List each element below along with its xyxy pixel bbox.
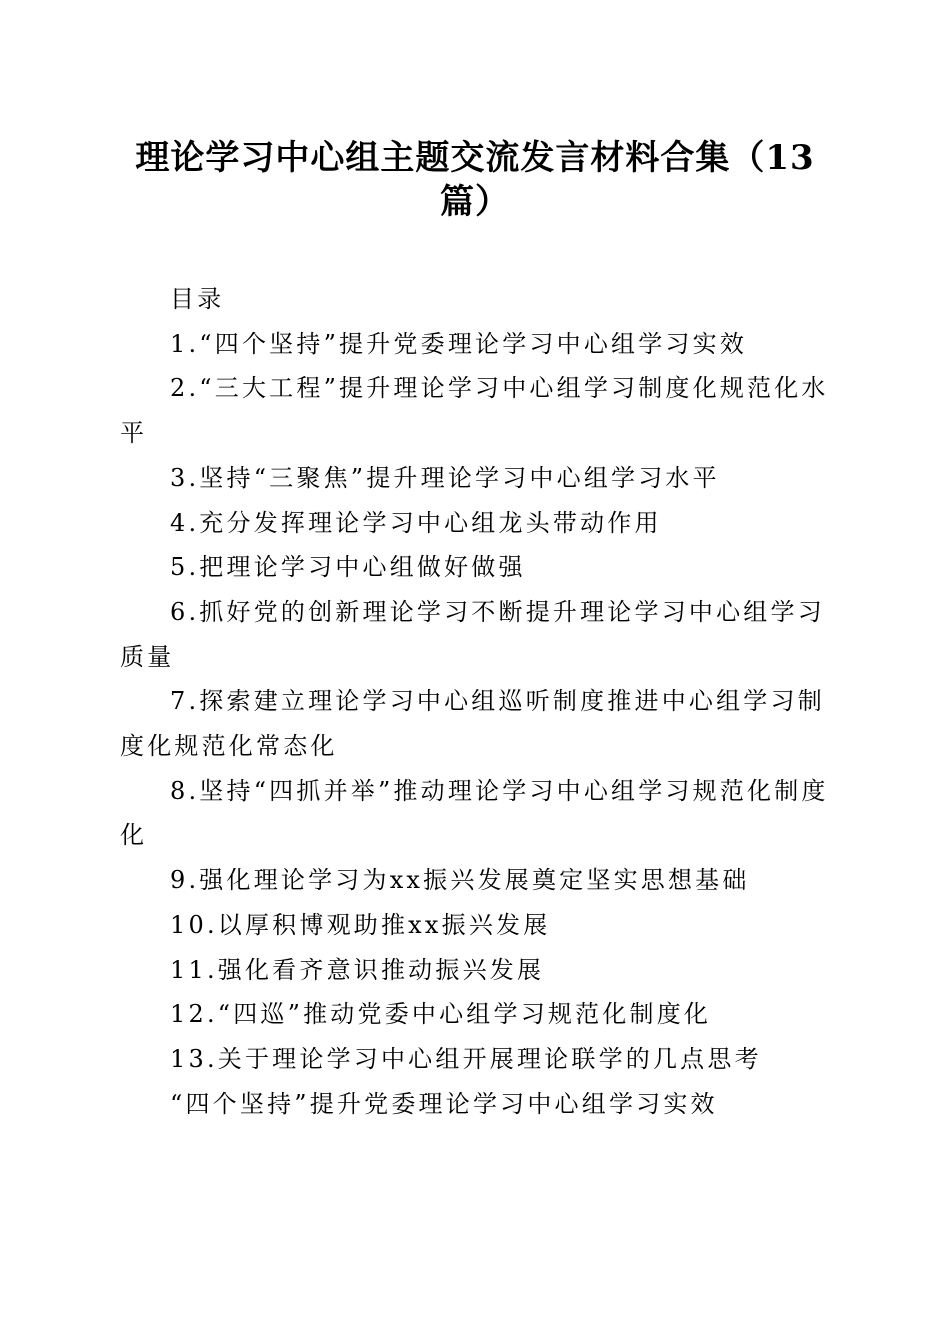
toc-item: 9.强化理论学习为xx振兴发展奠定坚实思想基础 [170,866,750,895]
toc-item: 2.“三大工程”提升理论学习中心组学习制度化规范化水平 [120,374,829,448]
toc-item: 6.抓好党的创新理论学习不断提升理论学习中心组学习质量 [120,597,825,671]
toc-item: 13.关于理论学习中心组开展理论联学的几点思考 [170,1044,762,1073]
toc-list [120,322,830,1082]
toc-item: 8.坚持“四抓并举”推动理论学习中心组学习规范化制度化 [120,776,829,850]
section-heading: “四个坚持”提升党委理论学习中心组学习实效 [170,1089,718,1118]
toc-item: 11.强化看齐意识推动振兴发展 [170,955,545,984]
toc-item: 1.“四个坚持”提升党委理论学习中心组学习实效 [170,329,748,358]
toc-item: 10.以厚积博观助推xx振兴发展 [170,910,551,939]
document-body [120,277,830,1126]
toc-item: 5.把理论学习中心组做好做强 [170,553,526,582]
toc-heading: 目录 [170,285,225,313]
toc-item: 7.探索建立理论学习中心组巡听制度推进中心组学习制度化规范化常态化 [120,687,825,761]
toc-item: 4.充分发挥理论学习中心组龙头带动作用 [170,508,662,537]
toc-item: 12.“四巡”推动党委中心组学习规范化制度化 [170,1000,712,1029]
document-title: 理论学习中心组主题交流发言材料合集（13篇） [135,138,815,222]
toc-item: 3.坚持“三聚焦”提升理论学习中心组学习水平 [170,463,720,492]
